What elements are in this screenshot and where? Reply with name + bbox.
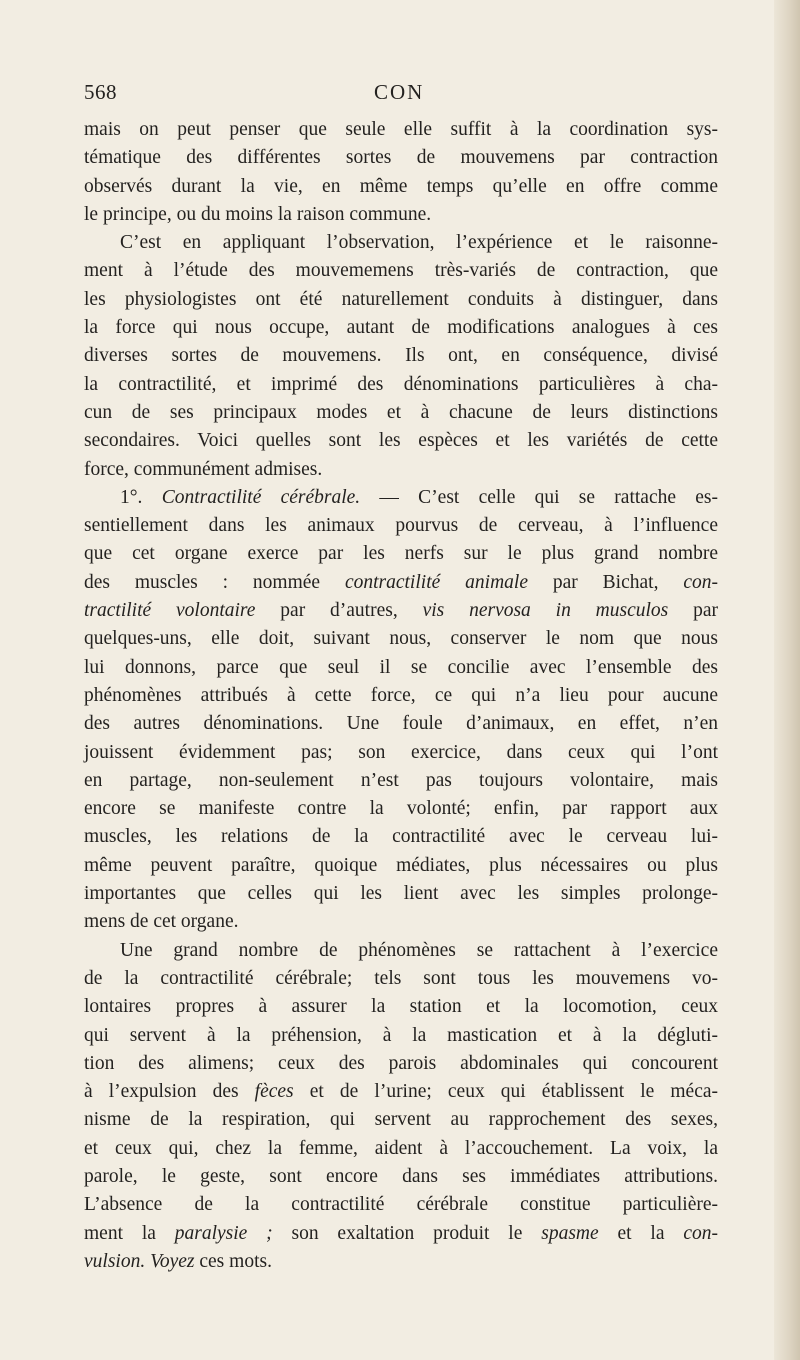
section-number: 1°. <box>120 486 143 508</box>
text-line: observés durant la vie, en même temps qu’elle en offre comme <box>84 175 718 197</box>
body-text <box>84 116 718 1276</box>
text-line: et ceux qui, chez la femme, aident à l’accouchement. La voix, la <box>84 1137 718 1159</box>
page-header <box>84 80 718 110</box>
section-title: Contractilité cérébrale. <box>161 486 361 508</box>
text-line: la contractilité, et imprimé des dénominations particulières à cha- <box>84 373 718 395</box>
italic-term: vis nervosa in musculos <box>422 600 669 622</box>
text-line: qui servent à la préhension, à la mastication et à la dégluti- <box>84 1024 718 1046</box>
text-line: tématique des différentes sortes de mouvemens par contraction <box>84 147 718 169</box>
text-line: muscles, les relations de la contractilité avec le cerveau lui- <box>84 826 718 848</box>
text-line: L’absence de la contractilité cérébrale constitue particulière- <box>84 1194 718 1216</box>
italic-term: contractilité animale <box>344 571 528 593</box>
text-line: force, communément admises. <box>84 458 323 480</box>
page-edge-shadow <box>774 0 800 1360</box>
text-line: diverses sortes de mouvemens. Ils ont, en conséquence, divisé <box>84 345 718 367</box>
text-line: sentiellement dans les animaux pourvus de cerveau, à l’influence <box>84 515 718 537</box>
italic-term: spasme <box>541 1222 599 1244</box>
text-line: des autres dénominations. Une foule d’animaux, en effet, n’en <box>84 713 718 735</box>
text-line: mens de cet organe. <box>84 911 239 933</box>
italic-term: paralysie ; <box>174 1222 273 1244</box>
text-line: importantes que celles qui les lient avec les simples prolonge- <box>84 883 718 905</box>
text-line: C’est en appliquant l’observation, l’expérience et le raisonne- <box>120 232 718 254</box>
text-line: en partage, non-seulement n’est pas toujours volontaire, mais <box>84 769 718 791</box>
text-line: de la contractilité cérébrale; tels sont tous les mouvemens vo- <box>84 967 718 989</box>
text-span: son exaltation produit le <box>272 1222 542 1244</box>
italic-term: fèces <box>254 1081 294 1103</box>
text-line <box>84 1220 718 1248</box>
text-line: le principe, ou du moins la raison commune. <box>84 203 432 225</box>
italic-term: vulsion. <box>84 1250 146 1272</box>
text-line: cun de ses principaux modes et à chacune de leurs distinctions <box>84 401 718 423</box>
text-span: par <box>668 600 718 622</box>
text-line: tion des alimens; ceux des parois abdominales qui concourent <box>84 1052 718 1074</box>
text-line: ment à l’étude des mouvememens très-variés de contraction, que <box>84 260 718 282</box>
text-line <box>84 569 718 597</box>
text-span: ces mots. <box>194 1250 272 1272</box>
text-span: et la <box>598 1222 684 1244</box>
text-span: — C’est celle qui se rattache es- <box>360 486 718 508</box>
text-line <box>84 597 718 625</box>
text-line: encore se manifeste contre la volonté; enfin, par rapport aux <box>84 798 718 820</box>
text-line: les physiologistes ont été naturellement conduits à distinguer, dans <box>84 288 718 310</box>
text-line: lui donnons, parce que seul il se concilie avec l’ensemble des <box>84 656 718 678</box>
text-line: lontaires propres à assurer la station et la locomotion, ceux <box>84 996 718 1018</box>
italic-term: Voyez <box>150 1250 195 1272</box>
text-line <box>84 1248 718 1276</box>
text-span: ment la <box>84 1222 175 1244</box>
text-line: nisme de la respiration, qui servent au rapprochement des sexes, <box>84 1109 718 1131</box>
text-line: mais on peut penser que seule elle suffit à la coordination sys- <box>84 119 718 140</box>
text-line: Une grand nombre de phénomènes se rattachent à l’exercice <box>120 939 718 961</box>
text-line <box>84 484 718 512</box>
text-span: et de l’urine; ceux qui établissent le méca- <box>293 1081 718 1103</box>
text-line: jouissent évidemment pas; son exercice, dans ceux qui l’ont <box>84 741 718 763</box>
text-line: secondaires. Voici quelles sont les espèces et les variétés de cette <box>84 430 718 452</box>
running-head: CON <box>374 80 425 104</box>
text-span: par d’autres, <box>255 600 423 622</box>
italic-term: tractilité volontaire <box>84 600 256 622</box>
text-line: la force qui nous occupe, autant de modifications analogues à ces <box>84 317 718 339</box>
text-span: par Bichat, <box>527 571 684 593</box>
text-line: quelques-uns, elle doit, suivant nous, conserver le nom que nous <box>84 628 718 650</box>
text-line: même peuvent paraître, quoique médiates, plus nécessaires ou plus <box>84 854 718 876</box>
italic-term: con- <box>683 571 718 593</box>
text-span: à l’expulsion des <box>84 1081 255 1103</box>
text-line: parole, le geste, sont encore dans ses immédiates attributions. <box>84 1165 718 1187</box>
text-span: des muscles : nommée <box>84 571 345 593</box>
text-line: que cet organe exerce par les nerfs sur le plus grand nombre <box>84 543 718 565</box>
text-line <box>84 1078 718 1106</box>
italic-term: con- <box>683 1222 718 1244</box>
text-line: phénomènes attribués à cette force, ce qui n’a lieu pour aucune <box>84 684 718 706</box>
page-number: 568 <box>84 80 117 104</box>
